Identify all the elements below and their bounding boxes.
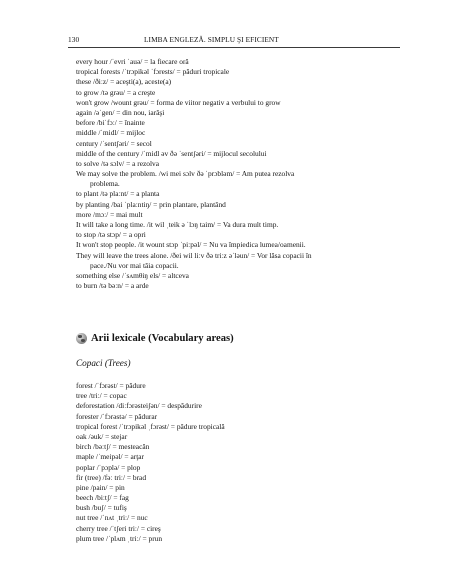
vocabulary-entry: tropical forest /ˈtrɔpikəl ˌfɔrəst/ = pădure tropicală — [76, 421, 225, 431]
vocabulary-entry: plum tree /ˈplʌm ˌtriː/ = prun — [76, 533, 163, 543]
vocabulary-entry: It won't stop people. /it wount stɔp ˈpiːpəl/ = Nu va împiedica lumea/oamenii. — [76, 240, 306, 250]
vocabulary-list — [76, 57, 398, 291]
vocabulary-entry: beech /biːtʃ/ = fag — [76, 493, 129, 503]
vocabulary-entry: to solve /tə sɔlv/ = a rezolva — [76, 158, 159, 168]
vocabulary-entry: tree /triː/ = copac — [76, 391, 127, 401]
vocabulary-entry: cherry tree /ˈtʃeri triː/ = cireş — [76, 523, 161, 533]
vocabulary-entry: They will leave the trees alone. /ðei wil liːv ðə triːz əˈləun/ = Vor lăsa copacii în — [76, 250, 312, 260]
vocabulary-entry: to stop /tə stɔp/ = a opri — [76, 230, 146, 240]
vocabulary-entry: fir (tree) /fəː triː/ = brad — [76, 472, 147, 482]
vocabulary-entry: to burn /tə bəːn/ = a arde — [76, 281, 149, 291]
page-number: 130 — [68, 35, 80, 44]
header-divider — [68, 47, 400, 48]
vocabulary-entry: before /biˈfɔː/ = înainte — [76, 118, 145, 128]
section-title: Arii lexicale (Vocabulary areas) — [91, 332, 234, 344]
vocabulary-entry: problema. — [90, 179, 120, 189]
vocabulary-entry: middle /ˈmidl/ = mijloc — [76, 128, 146, 138]
vocabulary-entry: won't grow /wount grəu/ = forma de viitor negativ a verbului to grow — [76, 97, 281, 107]
vocabulary-entry: again /əˈgen/ = din nou, iarăşi — [76, 107, 165, 117]
vocabulary-entry: more /mɔː/ = mai mult — [76, 209, 143, 219]
vocabulary-entry: pine /pain/ = pin — [76, 482, 125, 492]
globe-icon — [76, 333, 87, 344]
vocabulary-entry: every hour /ˈevri ˈauə/ = la fiecare oră — [76, 57, 189, 66]
vocabulary-entry: pace./Nu vor mai tăia copacii. — [90, 260, 179, 270]
vocabulary-entry: poplar /ˈpɔplə/ = plop — [76, 462, 141, 472]
vocabulary-entry: maple /ˈmeipəl/ = arţar — [76, 452, 144, 462]
vocabulary-entry: century /ˈsentʃəri/ = secol — [76, 138, 152, 148]
running-title: LIMBA ENGLEZĂ. SIMPLU ŞI EFICIENT — [144, 35, 279, 44]
trees-vocabulary-list — [76, 381, 398, 544]
vocabulary-entry: forest /ˈfɔrəst/ = pădure — [76, 381, 146, 390]
vocabulary-entry: oak /əuk/ = stejar — [76, 431, 128, 441]
vocabulary-entry: by planting /bai ˈplaːntiŋ/ = prin plantare, plantând — [76, 199, 226, 209]
vocabulary-entry: to grow /tə grəu/ = a creşte — [76, 87, 156, 97]
vocabulary-entry: nut tree /ˈnʌt ˌtriː/ = nuc — [76, 513, 148, 523]
vocabulary-entry: forester /ˈfɔrəstə/ = pădurar — [76, 411, 158, 421]
vocabulary-entry: We may solve the problem. /wi mei sɔlv ðə ˈprɔbləm/ = Am putea rezolva — [76, 169, 295, 179]
vocabulary-entry: to plant /tə plaːnt/ = a planta — [76, 189, 160, 199]
section-heading — [76, 331, 234, 345]
vocabulary-entry: birch /bəːtʃ/ = mesteacăn — [76, 442, 150, 452]
vocabulary-entry: deforestation /diːfɔrəsteiʃən/ = despădurire — [76, 401, 202, 411]
vocabulary-entry: bush /buʃ/ = tufiş — [76, 503, 127, 513]
vocabulary-entry: something else /ˈsʌmθiŋ els/ = altceva — [76, 270, 189, 280]
vocabulary-entry: It will take a long time. /it wil ˌteik ə ˈlɔŋ taim/ = Va dura mult timp. — [76, 220, 279, 229]
vocabulary-entry: tropical forests /ˈtrɔpikəl ˈfɔrests/ = păduri tropicale — [76, 67, 230, 77]
subsection-title: Copaci (Trees) — [76, 358, 131, 368]
vocabulary-entry: middle of the century /ˈmidl əv ðə ˈsentʃəri/ = mijlocul secolului — [76, 148, 267, 158]
vocabulary-entry: these /ðiːz/ = aceşti(a), aceste(a) — [76, 77, 172, 87]
